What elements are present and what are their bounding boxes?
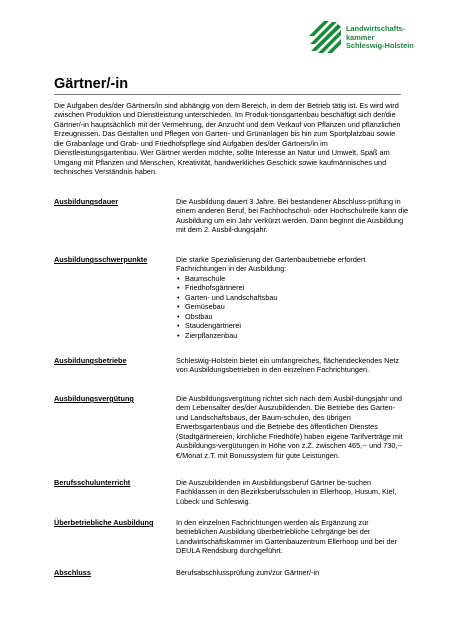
lwk-logo — [305, 20, 440, 70]
list-item: • Gemüsebau — [176, 302, 408, 311]
section-text: Die Ausbildung dauert 3 Jahre. Bei bestandener Abschluss-prüfung in einem anderen Beruf, bei Fachhochschul- oder Hochschulreife kann die Ausbildung um ein Jahr verkürzt werden. Dann beginnt die Ausbildung mit dem 2. Ausbil-dungsjahr. — [176, 197, 409, 235]
logo-text — [346, 25, 414, 51]
section-label: Überbetriebliche Ausbildung — [54, 518, 154, 527]
section-text: In den einzelnen Fachrichtungen werden als Ergänzung zur betrieblichen Ausbildung überbetriebliche Lehrgänge bei der Landwirtschaftskammer im Gartenbauzentrum Ellerhoop und bei der DEULA Rendsburg durchgeführt. — [176, 518, 398, 556]
section-label: Ausbildungsschwerpunkte — [54, 255, 148, 264]
list-item: • Garten- und Landschaftsbau — [176, 293, 408, 302]
section-text: Berufsabschlussprüfung zum/zur Gärtner/-in — [176, 568, 320, 577]
section-body — [176, 255, 408, 340]
list-item: • Staudengärtnerei — [176, 321, 408, 330]
intro-paragraph: Die Aufgaben des/der Gärtners/in sind abhängig von dem Bereich, in dem der Betrieb tätig ist. Es wird wird zwischen Produktion und Dienstleistung unterschieden. Im Produk-tionsgartenbau beschäftigt sich der/die Gärtner/-in hauptsächlich mit der Vermehrung, der Anzucht und dem Verkauf von Pflanzen und pflanzlichen Erzeugnissen. Das Gestalten und Pflegen von Garten- und Grünanlagen bis hin zum Sportplatzbau sowie die Grabanlage und Grab- und Friedhofspflege sind Aufgaben des/der Gärtners/in im Dienstleistungsgartenbau. Wer Gärtner werden möchte, sollte Interesse an Natur und Umwelt, Spaß am Umgang mit Pflanzen und Menschen, Kreativität, handwerkliches Geschick sowie kaufmännisches und technisches Verständnis haben. — [54, 101, 401, 177]
list-item: • Zierpflanzenbau — [176, 331, 408, 340]
logo-line-2: kammer — [346, 32, 375, 42]
section-text: Die Auszubildenden im Ausbildungsberuf Gärtner be-suchen Fachklassen in den Bezirksberufsschulen in Ellerhoop, Husum, Kiel, Lübeck und Schleswig. — [176, 478, 397, 506]
fachrichtungen-list — [176, 274, 408, 340]
section-label: Ausbildungsbetriebe — [54, 356, 127, 365]
section-label: Abschluss — [54, 568, 91, 577]
section-label: Berufsschulunterricht — [54, 478, 131, 487]
page-title: Gärtner/-in — [54, 76, 129, 92]
list-item: • Obstbau — [176, 312, 408, 321]
section-text: Die Ausbildungsvergütung richtet sich nach dem Ausbil-dungsjahr und dem Lebensalter des/der Auszubildenden. Die Betriebe des Garten- und Landschaftsbaus, der Baum-schulen, des übrigen Erwerbsgartenbaus und die Betriebe des öffentlichen Dienstes (Stadtgärtnereien, kirchliche Friedhöfe) haben eigene Tarifverträge mit Ausbildungs-vergütungen in Höhe von z.Z. zwischen 465,-- und 730,-- €/Monat z.T. mit Bonussystem für gute Leistungen. — [176, 394, 403, 460]
list-item: • Baumschule — [176, 274, 408, 283]
logo-line-1: Landwirtschafts- — [346, 24, 406, 33]
section-text: Die starke Spezialisierung der Gartenbaubetriebe erfordert Fachrichtungen in der Ausbildung: — [176, 255, 366, 274]
section-label: Ausbildungsvergütung — [54, 394, 134, 403]
landwirtschaftskammer-stripes-logo-icon — [305, 20, 345, 56]
section-label: Ausbildungsdauer — [54, 197, 119, 206]
section-text: Schleswig-Holstein bietet ein umfangreiches, flächendeckendes Netz von Ausbildungsbetrieben in den einzelnen Fachrichtungen. — [176, 356, 400, 375]
logo-line-3: Schleswig-Holstein — [346, 41, 414, 51]
title-divider — [54, 94, 401, 95]
list-item: • Friedhofsgärtnerei — [176, 283, 408, 292]
